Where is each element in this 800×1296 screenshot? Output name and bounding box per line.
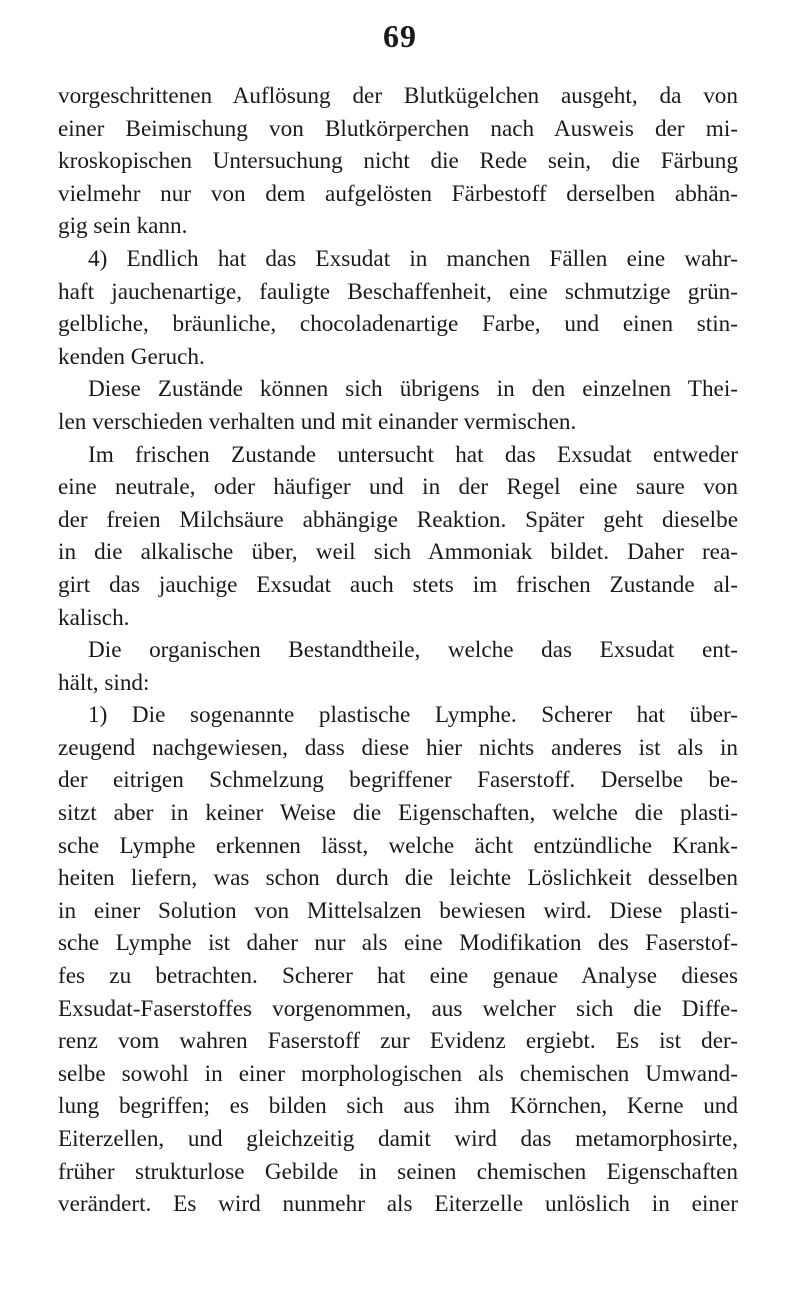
text-line: Im frischen Zustande untersucht hat das Exsudat entweder <box>88 441 738 468</box>
text-line: Die organischen Bestandtheile, welche das Exsudat ent- <box>88 637 738 664</box>
text-line: 4) Endlich hat das Exsudat in manchen Fällen eine wahr- <box>88 245 738 272</box>
text-line: zeugend nachgewiesen, dass diese hier nichts anderes ist als in <box>58 734 738 761</box>
text-line: hält, sind: <box>58 669 150 696</box>
text-line: gelbliche, bräunliche, chocoladenartige Farbe, und einen stin- <box>58 311 738 338</box>
text-line: Exsudat-Faserstoffes vorgenommen, aus welcher sich die Diffe- <box>58 995 738 1022</box>
text-line: renz vom wahren Faserstoff zur Evidenz ergiebt. Es ist der- <box>58 1028 738 1055</box>
text-line: in die alkalische über, weil sich Ammoniak bildet. Daher rea- <box>58 539 738 566</box>
text-line: sche Lymphe erkennen lässt, welche ächt entzündliche Krank- <box>58 832 738 859</box>
text-line: fes zu betrachten. Scherer hat eine genaue Analyse dieses <box>58 963 738 990</box>
text-line: Eiterzellen, und gleichzeitig damit wird das metamorphosirte, <box>58 1126 738 1152</box>
text-line: Diese Zustände können sich übrigens in den einzelnen Thei- <box>88 376 738 403</box>
text-line: einer Beimischung von Blutkörperchen nach Ausweis der mi- <box>58 115 738 142</box>
text-line: kalisch. <box>58 604 130 631</box>
text-line: vielmehr nur von dem aufgelösten Färbestoff derselben abhän- <box>58 180 738 207</box>
text-line: sitzt aber in keiner Weise die Eigenschaften, welche die plasti- <box>58 800 738 827</box>
text-line: in einer Solution von Mittelsalzen bewiesen wird. Diese plasti- <box>58 897 738 924</box>
text-line: eine neutrale, oder häufiger und in der Regel eine saure von <box>58 474 738 501</box>
text-line: sche Lymphe ist daher nur als eine Modifikation des Faserstof- <box>58 930 738 957</box>
text-line: lung begriffen; es bilden sich aus ihm Körnchen, Kerne und <box>58 1093 738 1120</box>
text-line: 1) Die sogenannte plastische Lymphe. Scherer hat über- <box>88 702 738 729</box>
text-line: kenden Geruch. <box>58 343 205 370</box>
text-line: selbe sowohl in einer morphologischen als chemischen Umwand- <box>58 1060 738 1087</box>
text-line: der freien Milchsäure abhängige Reaktion. Später geht dieselbe <box>58 506 738 533</box>
text-line: der eitrigen Schmelzung begriffener Faserstoff. Derselbe be- <box>58 767 738 794</box>
text-line: vorgeschrittenen Auflösung der Blutkügelchen ausgeht, da von <box>58 83 738 109</box>
text-line: girt das jauchige Exsudat auch stets im frischen Zustande al- <box>58 571 738 598</box>
text-line: haft jauchenartige, fauligte Beschaffenheit, eine schmutzige grün- <box>58 278 738 305</box>
text-line: len verschieden verhalten und mit einander vermischen. <box>58 408 577 435</box>
page-number: 69 <box>383 18 417 54</box>
text-line: verändert. Es wird nunmehr als Eiterzelle unlöslich in einer <box>58 1191 738 1218</box>
text-line: kroskopischen Untersuchung nicht die Rede sein, die Färbung <box>58 148 738 175</box>
text-line: gig sein kann. <box>58 213 188 240</box>
text-line: früher strukturlose Gebilde in seinen chemischen Eigenschaften <box>58 1158 738 1185</box>
body-text <box>58 80 738 1221</box>
text-line: heiten liefern, was schon durch die leichte Löslichkeit desselben <box>58 865 738 892</box>
